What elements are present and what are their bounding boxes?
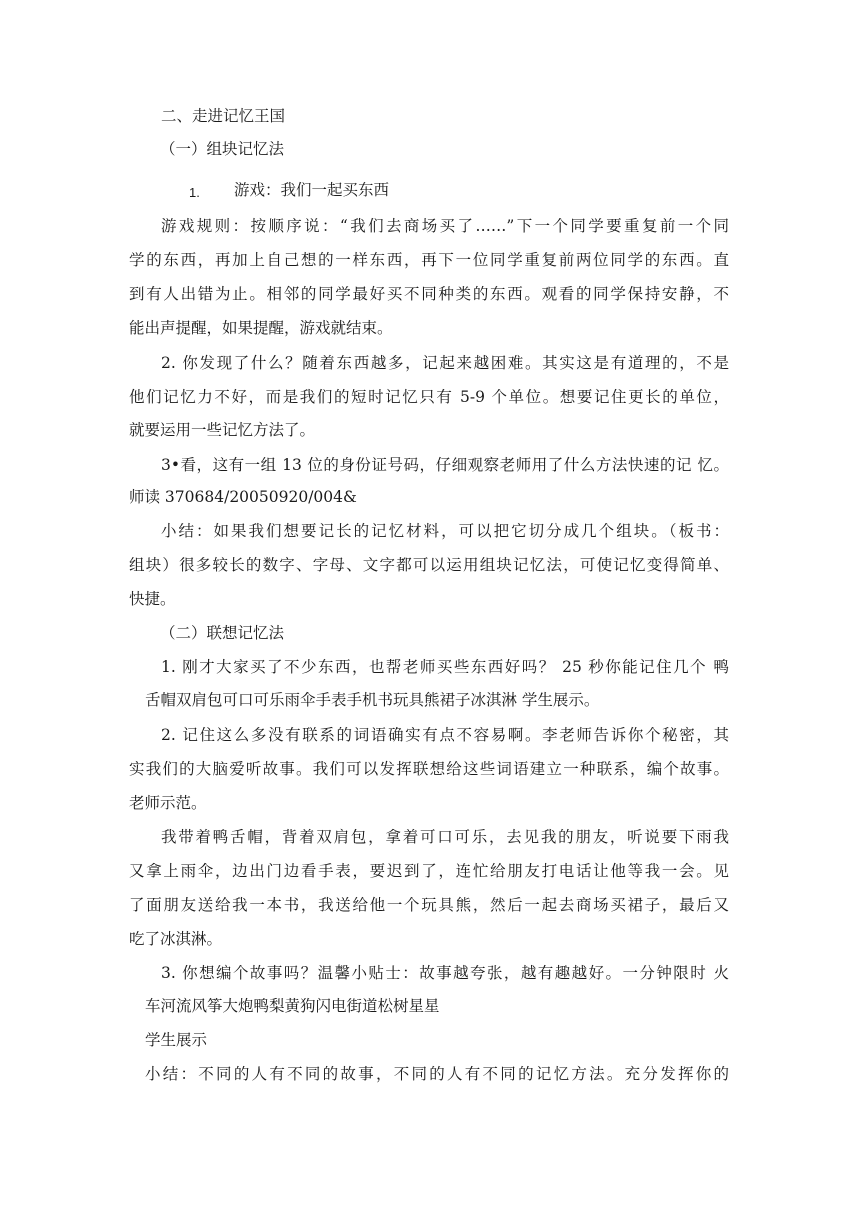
paragraph-line: 舌帽双肩包可口可乐雨伞手表手机书玩具熊裙子冰淇淋 学生展示。 [145, 691, 600, 709]
paragraph-line: 学的东西，再加上自己想的一样东西，再下一位同学重复前两位同学的东西。直 [129, 251, 729, 269]
paragraph-line: 游戏规则：按顺序说：“我们去商场买了……”下一个同学要重复前一个同 [161, 217, 729, 235]
item-number: 1. [189, 185, 200, 200]
paragraph-line: 能出声提醒，如果提醒，游戏就结束。 [129, 319, 393, 337]
paragraph-line: 组块）很多较长的数字、字母、文字都可以运用组块记忆法，可使记忆变得简单、 [129, 556, 729, 574]
paragraph-line: 小结：如果我们想要记长的记忆材料，可以把它切分成几个组块。（板书： [161, 522, 729, 540]
paragraph-line: 小结：不同的人有不同的故事，不同的人有不同的记忆方法。充分发挥你的 [145, 1065, 729, 1083]
paragraph-line: 3•看，这有一组 13 位的身份证号码，仔细观察老师用了什么方法快速的记 忆。 [161, 456, 729, 474]
paragraph-line: 老师示范。 [129, 794, 207, 812]
paragraph-line: 1. 刚才大家买了不少东西，也帮老师买些东西好吗？ 25 秒你能记住几个 鸭 [161, 658, 729, 676]
paragraph-line: 车河流风筝大炮鸭梨黄狗闪电街道松树星星 [145, 997, 440, 1015]
paragraph-line: 了面朋友送给我一本书，我送给他一个玩具熊，然后一起去商场买裙子，最后又 [129, 896, 729, 914]
paragraph-line: 2. 你发现了什么？随着东西越多，记起来越困难。其实这是有道理的，不是 [161, 354, 729, 372]
paragraph-line: 到有人出错为止。相邻的同学最好买不同种类的东西。观看的同学保持安静，不 [129, 285, 729, 303]
paragraph-line: 学生展示 [145, 1031, 208, 1049]
paragraph-line: 快捷。 [129, 590, 176, 608]
paragraph-line: 我带着鸭舌帽，背着双肩包，拿着可口可乐，去见我的朋友，听说要下雨我 [161, 828, 729, 846]
paragraph-line: 又拿上雨伞，边出门边看手表，要迟到了，连忙给朋友打电话让他等我一会。见 [129, 862, 729, 880]
paragraph-line: 就要运用一些记忆方法了。 [129, 421, 316, 439]
item-heading-game: 游戏：我们一起买东西 [234, 181, 390, 199]
paragraph-line: 吃了冰淇淋。 [129, 930, 223, 948]
subsection-title-association: （二）联想记忆法 [160, 624, 285, 642]
paragraph-line: 他们记忆力不好，而是我们的短时记忆只有 5-9 个单位。想要记住更长的单位， [129, 388, 729, 406]
paragraph-line: 师读 370684/20050920/004& [129, 488, 357, 506]
subsection-title-chunking: （一）组块记忆法 [160, 140, 285, 158]
paragraph-line: 实我们的大脑爱听故事。我们可以发挥联想给这些词语建立一种联系，编个故事。 [129, 760, 729, 778]
paragraph-line: 2. 记住这么多没有联系的词语确实有点不容易啊。李老师告诉你个秘密，其 [161, 726, 729, 744]
paragraph-line: 3. 你想编个故事吗？温馨小贴士：故事越夸张，越有趣越好。一分钟限时 火 [161, 964, 729, 982]
section-title: 二、走进记忆王国 [161, 107, 286, 125]
